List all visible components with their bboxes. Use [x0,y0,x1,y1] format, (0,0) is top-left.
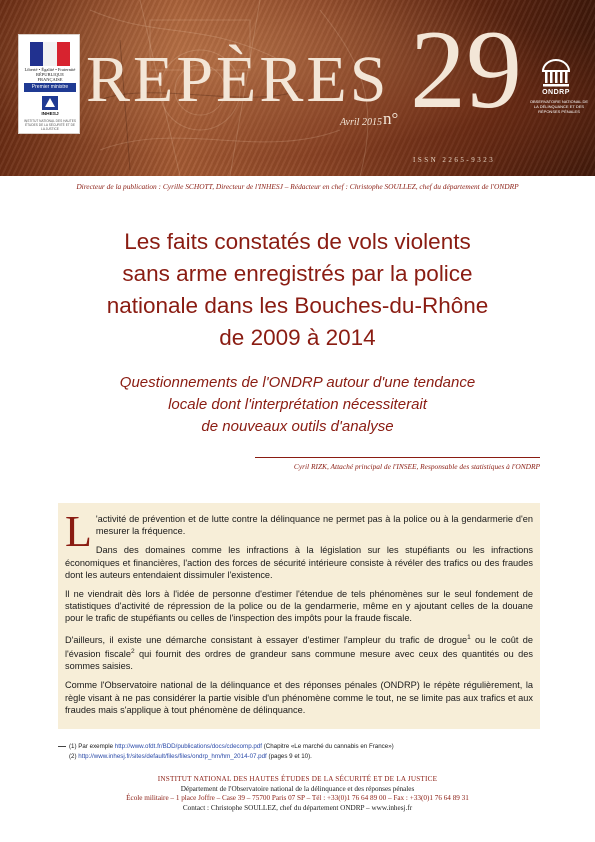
ondrp-building-icon [540,58,572,88]
footnote-rule [58,746,66,747]
inhesj-logo-label: INHESJ [41,112,59,117]
series-title: REPÈRES [86,43,390,116]
page-footer [0,775,595,813]
title-line: de 2009 à 2014 [219,325,376,350]
inhesj-emblem-icon [41,95,59,111]
introduction-box [58,503,540,729]
intro-paragraph: Comme l'Observatoire national de la délinquance et des réponses pénales (ONDRP) le répète régulièrement, la règle visant à ne pas considérer la partie visible d'un phénomène comme le tout, ne se limite pas aux trafics et aux fraudes mais s'applique à tout phénomène de délinquance. [65,680,533,715]
document-title [55,226,540,354]
document-subtitle [55,372,540,438]
intro-paragraph: Dans des domaines comme les infractions à la législation sur les stupéfiants ou les infractions économiques et financières, l'action des forces de sécurité intérieure consiste à révéler des trafics ou des fraudes dont les auteurs entendaient dissimuler l'existence. [65,545,533,580]
footnotes [58,742,540,761]
intro-text: ou le coût de l'évasion fiscale [65,634,533,659]
footnote-1 [58,742,540,752]
footnote-text: (pages 9 et 10). [268,752,312,760]
french-flag-icon [30,42,70,66]
issue-date: Avril 2015 [340,117,382,128]
intro-paragraph [65,507,533,556]
subtitle-line: locale dont l'interprétation nécessiterait [168,396,427,413]
subtitle-line: de nouveaux outils d'analyse [201,418,394,435]
publication-credits: Directeur de la publication : Cyrille SCHOTT, Directeur de l'INHESJ – Rédacteur en chef : Christophe SOULLEZ, chef du département de l'ONDRP [76,182,519,191]
issue-number-prefix: n° [383,109,399,128]
footer-department: Département de l'Observatoire national de la délinquance et des réponses pénales [180,784,415,793]
intro-text: D'ailleurs, il existe une démarche consistant à essayer d'estimer l'ampleur du trafic de drogue [65,634,468,645]
title-line: sans arme enregistrés par la police [122,261,473,286]
ondrp-logo-panel [524,40,595,140]
premier-ministre-label: Premier ministre [24,83,76,92]
issn-label: ISSN 2265-9323 [413,156,496,164]
footnote-number: (2) [69,752,77,760]
partner-logos-panel [18,34,80,134]
footnote-link[interactable]: http://www.inhesj.fr/sites/default/files/files/ondrp_hm/hm_2014-07.pdf [78,752,267,760]
footnote-ref[interactable]: 2 [130,647,135,655]
footer-contact: Contact : Christophe SOULLEZ, chef du département ONDRP – www.inhesj.fr [182,803,413,812]
author-divider [255,457,540,458]
footnote-ref[interactable]: 1 [467,633,471,641]
title-line: nationale dans les Bouches-du-Rhône [106,293,489,318]
footer-institution: INSTITUT NATIONAL DES HAUTES ÉTUDES DE LA SÉCURITÉ ET DE LA JUSTICE [157,775,438,783]
ondrp-name: ONDRP [542,89,570,96]
ondrp-subtitle: OBSERVATOIRE NATIONAL DE LA DÉLINQUANCE ET DES RÉPONSES PÉNALES [529,99,589,114]
inhesj-subtitle: INSTITUT NATIONAL DES HAUTES ÉTUDES DE LA SÉCURITÉ ET DE LA JUSTICE [24,119,77,131]
footer-address: École militaire – 1 place Joffre – Case 39 – 75700 Paris 07 SP – Tél : +33(0)1 76 64 89 00 – Fax : +33(0)1 76 64 89 31 [126,794,469,803]
intro-text: qui fournit des ordres de grandeur sans commune mesure avec ceux des quantités ou des sommes saisies. [65,648,533,672]
drop-cap: L [65,507,92,556]
header-banner [0,0,595,176]
issue-number: 29 [410,8,522,132]
footnote-link[interactable]: http://www.ofdt.fr/BDD/publications/docs/cdecomp.pdf [114,743,262,750]
intro-paragraph: Il ne viendrait dès lors à l'idée de personne d'estimer l'étendue de tels phénomènes sur le seul fondement de statistiques d'activité de répression de la police ou de la gendarmerie, même en y ajoutant celles de la douane pour le trafic de stupéfiants ou celles de l'inspection des impôts pour la fraude fiscale. [65,589,533,624]
footnote-text: (Chapitre «Le marché du cannabis en France») [263,743,394,750]
republique-francaise-label: Liberté • Égalité • Fraternité RÉPUBLIQUE FRANÇAISE [24,67,76,82]
title-line: Les faits constatés de vols violents [124,229,471,254]
footnote-2 [58,752,540,762]
author-line: Cyril RIZK, Attaché principal de l'INSEE, Responsable des statistiques à l'ONDRP [293,462,540,471]
subtitle-line: Questionnements de l'ONDRP autour d'une tendance [119,374,476,391]
intro-paragraph [65,632,533,673]
footnote-number: (1) Par exemple [69,743,114,750]
intro-paragraph-text: 'activité de prévention et de lutte contre la délinquance ne permet pas à la police ou à la gendarmerie d'en mesurer la fréquence. [95,514,533,537]
